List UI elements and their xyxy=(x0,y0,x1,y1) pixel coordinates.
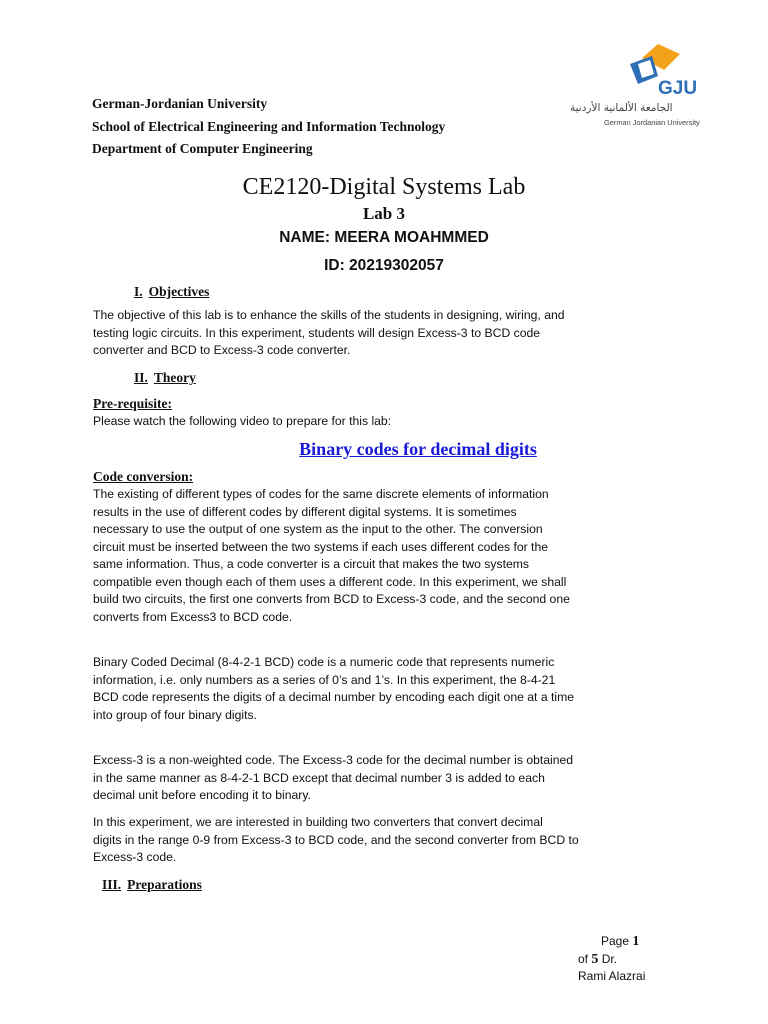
gju-logo-mark-icon xyxy=(566,42,714,102)
text-line: converts from Excess3 to BCD code. xyxy=(93,609,293,624)
text-line: The objective of this lab is to enhance the skills of the students in designing, wiring, and xyxy=(93,308,565,322)
text-line: Please watch the following video to prepare for this lab: xyxy=(93,414,392,428)
converters-paragraph xyxy=(93,814,653,867)
text-line: Binary Coded Decimal (8-4-2-1 BCD) code is a numeric code that represents numeric xyxy=(93,655,555,669)
theory-label: Theory xyxy=(153,370,196,385)
page-footer xyxy=(578,933,645,985)
text-line: into group of four binary digits. xyxy=(93,707,257,722)
text-line: decimal unit before encoding it to binary. xyxy=(93,788,311,802)
objectives-number: I. xyxy=(134,284,143,299)
text-line: in the same manner as 8-4-2-1 BCD except that decimal number 3 is added to each xyxy=(93,770,545,785)
text-line: testing logic circuits. In this experiment, students will design Excess-3 to BCD code xyxy=(93,325,541,340)
text-line: circuit must be inserted between the two systems if each uses different codes for the xyxy=(93,539,549,554)
preparations-label: Preparations xyxy=(127,877,202,892)
text-line: results in the use of different codes by different digital systems. It is sometimes xyxy=(93,504,517,519)
text-line: Excess-3 code. xyxy=(93,850,177,864)
text-line: BCD code represents the digits of a decimal number by encoding each digit one at a time xyxy=(93,690,575,704)
department-name: Department of Computer Engineering xyxy=(92,141,313,156)
code-conversion-paragraph xyxy=(93,486,653,626)
objectives-paragraph xyxy=(93,307,653,360)
logo-abbreviation: GJU xyxy=(658,78,698,99)
preparations-number: III. xyxy=(102,877,122,892)
student-id: ID: 20219302057 xyxy=(324,257,444,274)
text-line: build two circuits, the first one converts from BCD to Excess-3 code, and the second one xyxy=(93,592,570,606)
text-line: necessary to use the output of one system as the input to the other. The conversion xyxy=(93,522,543,536)
theory-heading xyxy=(134,370,196,386)
text-line: digits in the range 0-9 from Excess-3 to BCD code, and the second converter from BCD to xyxy=(93,832,579,847)
objectives-heading xyxy=(134,284,209,300)
text-line: same information. Thus, a code converter is a circuit that makes the two systems xyxy=(93,557,529,571)
total-pages: 5 xyxy=(591,951,599,967)
of-label: of xyxy=(578,951,589,966)
text-line: compatible even though each of them uses a different code. In this experiment, we shall xyxy=(93,574,567,589)
lab-number: Lab 3 xyxy=(362,204,406,223)
text-line: converter and BCD to Excess-3 code converter. xyxy=(93,343,351,357)
student-name: NAME: MEERA MOAHMMED xyxy=(279,229,489,246)
author-name: Rami Alazrai xyxy=(578,969,646,983)
bcd-paragraph xyxy=(93,654,653,724)
university-header xyxy=(92,93,445,161)
text-line: In this experiment, we are interested in building two converters that convert decimal xyxy=(93,815,543,829)
course-title: CE2120-Digital Systems Lab xyxy=(242,174,526,200)
preparations-heading xyxy=(102,877,202,893)
gju-logo xyxy=(566,42,714,138)
footer-page-line xyxy=(578,933,645,951)
page-label: Page xyxy=(601,934,630,948)
theory-number: II. xyxy=(134,370,148,385)
text-line: The existing of different types of codes for the same discrete elements of information xyxy=(93,487,549,501)
page-number: 1 xyxy=(632,934,640,949)
text-line: information, i.e. only numbers as a series of 0’s and 1’s. In this experiment, the 8-4-21 xyxy=(93,672,556,687)
excess3-paragraph xyxy=(93,752,653,805)
prerequisite-heading: Pre-requisite: xyxy=(93,396,172,411)
school-name: School of Electrical Engineering and Information Technology xyxy=(92,118,446,134)
logo-arabic-name: الجامعة الألمانية الأردنية xyxy=(570,102,673,114)
footer-total-line xyxy=(578,951,645,969)
logo-english-name: German Jordanian University xyxy=(604,118,700,127)
code-conversion-heading: Code conversion: xyxy=(93,469,194,484)
text-line: Excess-3 is a non-weighted code. The Excess-3 code for the decimal number is obtained xyxy=(93,753,574,767)
objectives-label: Objectives xyxy=(148,284,210,299)
university-name: German-Jordanian University xyxy=(92,96,268,111)
author-prefix: Dr. xyxy=(601,951,618,966)
video-link[interactable]: Binary codes for decimal digits xyxy=(299,439,537,459)
prerequisite-text xyxy=(93,413,653,431)
